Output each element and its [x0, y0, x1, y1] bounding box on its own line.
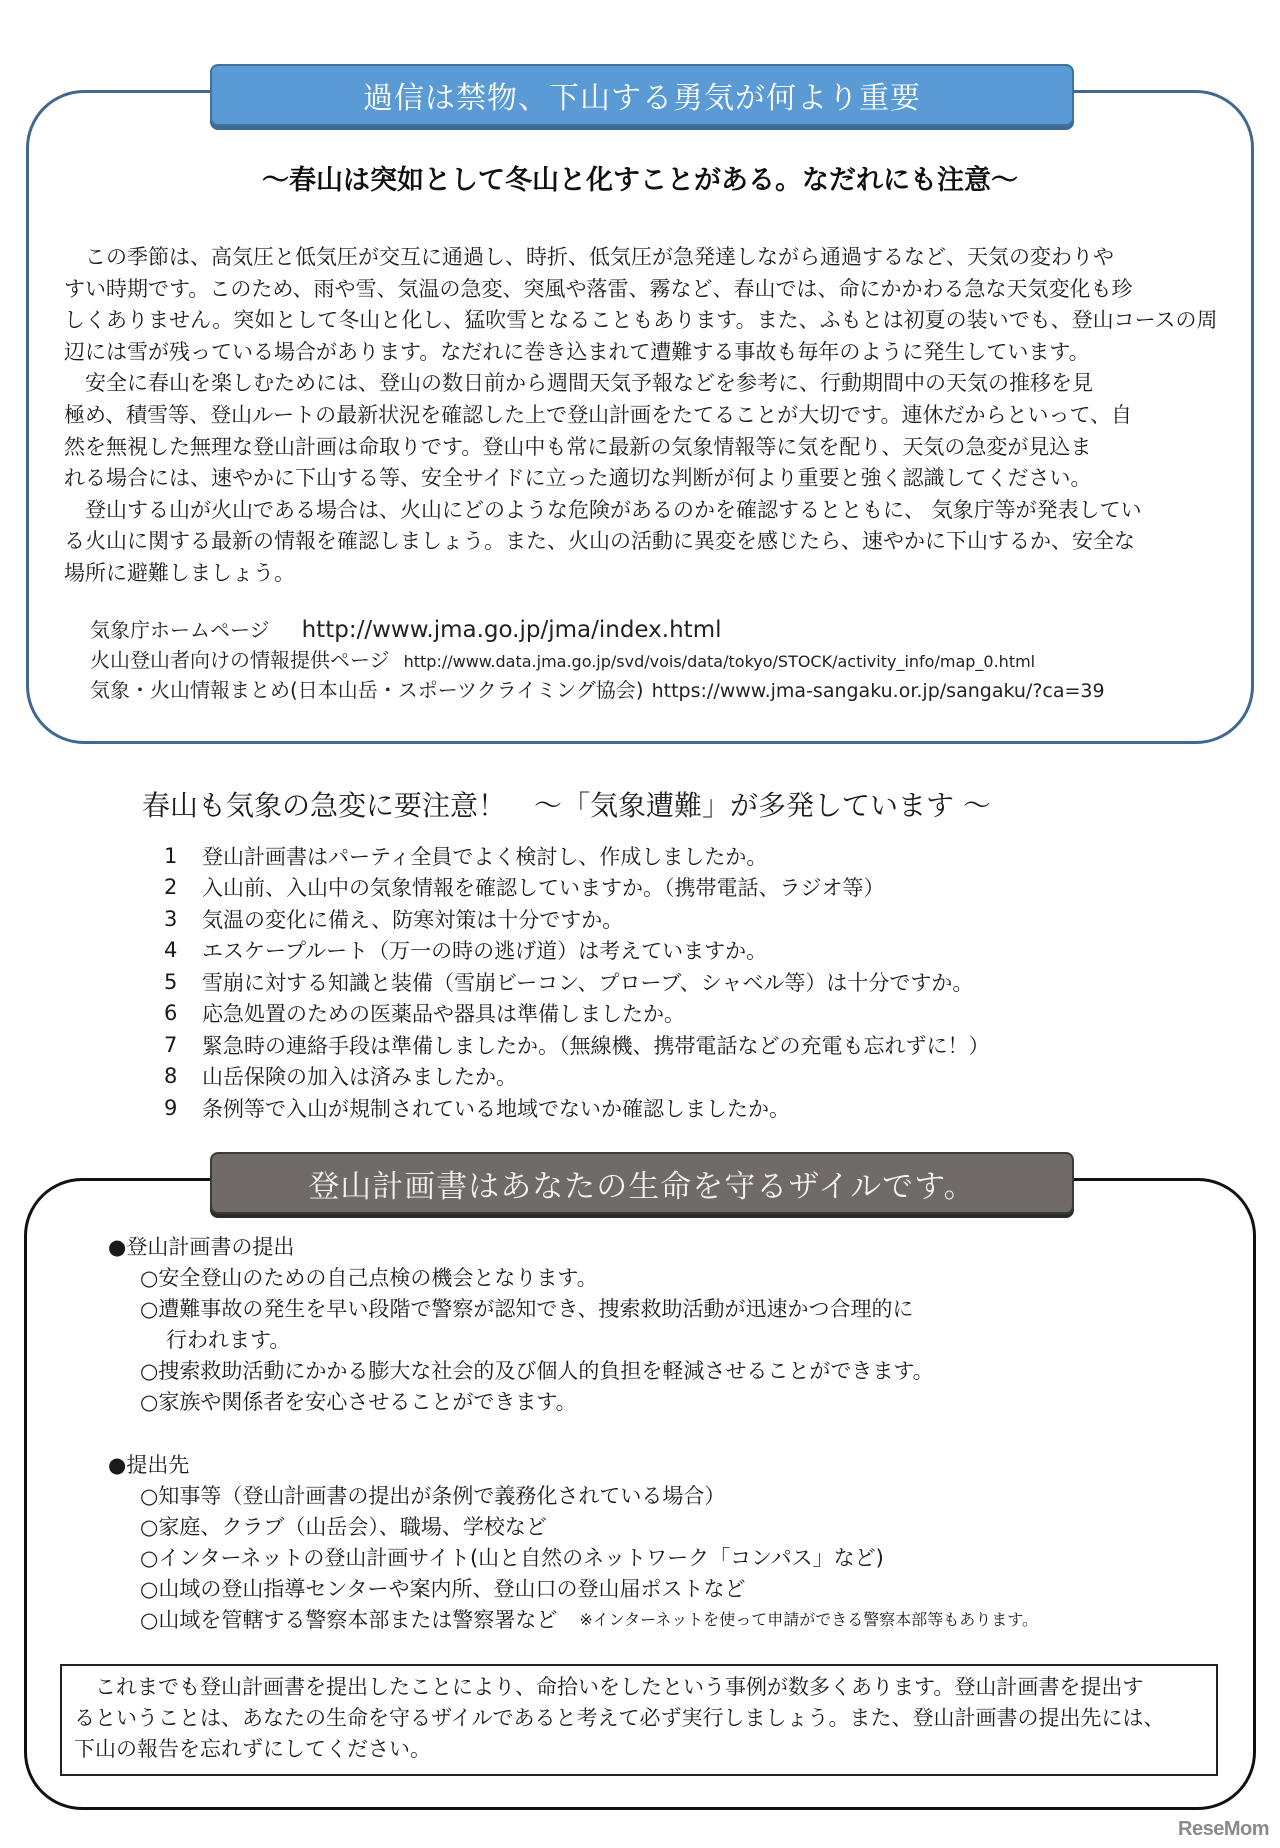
destinations-heading: ●提出先: [108, 1452, 190, 1477]
checklist-item: [164, 903, 990, 935]
item-text: 雪崩に対する知識と装備（雪崩ビーコン、プローブ、シャベル等）は十分ですか。: [202, 970, 974, 995]
item-text: 気温の変化に備え、防寒対策は十分ですか。: [202, 907, 624, 932]
link-url-sangaku[interactable]: https://www.jma-sangaku.or.jp/sangaku/?ca=39: [651, 680, 1105, 702]
link-row-jma: [90, 614, 1240, 644]
paragraph-line: 辺には雪が残っている場合があります。なだれに巻き込まれて遭難する事故も毎年のように発生しています。: [64, 339, 1090, 364]
link-row-volcano: [90, 644, 1240, 674]
notice-line: るということは、あなたの生命を守るザイルであると考えて必ず実行しましょう。また、登山計画書の提出先には、: [74, 1706, 1165, 1730]
paragraph-line: しくありません。突如として冬山と化し、猛吹雪となることもあります。また、ふもとは初夏の装いでも、登山コースの周: [64, 308, 1218, 333]
notice-line: 下山の報告を忘れずにしてください。: [74, 1737, 431, 1761]
paragraph-line: この季節は、高気圧と低気圧が交互に通過し、時折、低気圧が急発達しながら通過するなど、天気の変わりや: [64, 245, 1114, 269]
item-number: 7: [164, 1032, 178, 1057]
checklist-item: [164, 1061, 990, 1093]
item-number: 6: [164, 1001, 178, 1026]
destination-item: ○インターネットの登山計画サイト(山と自然のネットワーク「コンパス」など): [140, 1545, 884, 1570]
item-text: 登山計画書はパーティ全員でよく検討し、作成しましたか。: [202, 844, 768, 869]
link-url-jma[interactable]: http://www.jma.go.jp/jma/index.html: [301, 617, 722, 643]
paragraph-line: 極め、積雪等、登山ルートの最新状況を確認した上で登山計画をたてることが大切です。連休だからといって、自: [64, 402, 1133, 427]
item-number: 2: [164, 875, 178, 900]
section-banner-climbing-plan: 登山計画書はあなたの生命を守るザイルです。: [210, 1152, 1074, 1214]
link-url-volcano[interactable]: http://www.data.jma.go.jp/svd/vois/data/tokyo/STOCK/activity_info/map_0.html: [403, 652, 1036, 671]
item-number: 1: [164, 843, 178, 868]
submission-item: ○捜索救助活動にかかる膨大な社会的及び個人的負担を軽減させることができます。: [140, 1358, 934, 1383]
item-text: エスケープルート（万一の時の逃げ道）は考えていますか。: [202, 939, 768, 964]
destination-note: ※インターネットを使って申請ができる警察本部等もあります。: [579, 1610, 1039, 1629]
submission-item-continued: 行われます。: [166, 1327, 291, 1352]
submission-item: ○遭難事故の発生を早い段階で警察が認知でき、捜索救助活動が迅速かつ合理的に: [140, 1296, 914, 1321]
submission-item: ○安全登山のための自己点検の機会となります。: [140, 1265, 598, 1290]
paragraph-line: 安全に春山を楽しむためには、登山の数日前から週間天気予報などを参考に、行動期間中の天気の推移を見: [64, 371, 1093, 396]
link-label: 気象・火山情報まとめ(日本山岳・スポーツクライミング協会): [90, 678, 644, 702]
paragraph-line: 然を無視した無理な登山計画は命取りです。登山中も常に最新の気象情報等に気を配り、天気の急変が見込ま: [64, 434, 1092, 459]
notice-box: [60, 1664, 1218, 1776]
checklist-item: [164, 935, 990, 967]
resemom-logo: ReseMom: [1178, 1818, 1269, 1840]
destination-item: ○知事等（登山計画書の提出が条例で義務化されている場合）: [140, 1483, 726, 1508]
section-subtitle-spring-mountain: ～春山は突如として冬山と化すことがある。なだれにも注意～: [262, 165, 1018, 196]
reference-links: [90, 614, 1240, 704]
link-label: 火山登山者向けの情報提供ページ: [90, 648, 390, 672]
checklist-title: 春山も気象の急変に要注意！ ～「気象遭難」が多発しています ～: [142, 789, 991, 822]
paragraph-line: れる場合には、速やかに下山する等、安全サイドに立った適切な判断が何より重要と強く認識してください。: [64, 466, 1092, 491]
destination-item: [108, 1603, 1208, 1634]
checklist-item: [164, 1092, 990, 1124]
destination-item-text: ○山域を管轄する警察本部または警察署など: [140, 1607, 558, 1632]
item-text: 入山前、入山中の気象情報を確認していますか。（携帯電話、ラジオ等）: [202, 876, 885, 901]
item-number: 5: [164, 969, 178, 994]
destination-item: ○山域の登山指導センターや案内所、登山口の登山届ポストなど: [140, 1576, 746, 1601]
checklist-item: [164, 1029, 990, 1061]
item-text: 応急処置のための医薬品や器具は準備しましたか。: [202, 1002, 685, 1027]
destinations-section: [108, 1448, 1208, 1634]
section-banner-overconfidence: 過信は禁物、下山する勇気が何より重要: [210, 64, 1074, 126]
checklist-item: [164, 966, 990, 998]
item-text: 条例等で入山が規制されている地域でないか確認しましたか。: [202, 1096, 790, 1121]
item-text: 緊急時の連絡手段は準備しましたか。（無線機、携帯電話などの充電も忘れずに！）: [202, 1033, 990, 1058]
submission-item: ○家族や関係者を安心させることができます。: [140, 1389, 577, 1414]
submission-section: [108, 1230, 1208, 1416]
paragraph-line: る火山に関する最新の情報を確認しましょう。また、火山の活動に異変を感じたら、速やかに下山するか、安全な: [64, 529, 1135, 554]
item-number: 9: [164, 1095, 178, 1120]
checklist-item: [164, 998, 990, 1030]
item-text: 山岳保険の加入は済みましたか。: [202, 1065, 517, 1090]
item-number: 8: [164, 1064, 178, 1089]
item-number: 3: [164, 906, 178, 931]
checklist-item: [164, 872, 990, 904]
notice-line: これまでも登山計画書を提出したことにより、命拾いをしたという事例が数多くあります。登山計画書を提出す: [74, 1675, 1144, 1699]
paragraph-line: 登山する山が火山である場合は、火山にどのような危険があるのかを確認するとともに、 気象庁等が発表してい: [64, 497, 1142, 522]
paragraph-line: 場所に避難しましょう。: [64, 560, 295, 585]
checklist-item: [164, 840, 990, 872]
paragraph-weather-changes: [64, 242, 1224, 590]
link-row-sangaku: [90, 674, 1240, 704]
checklist: [164, 840, 990, 1124]
paragraph-line: すい時期です。このため、雨や雪、気温の急変、突風や落雷、霧など、春山では、命にかかわる急な天気変化も珍: [64, 276, 1133, 301]
link-label: 気象庁ホームページ: [90, 618, 270, 642]
destination-item: ○家庭、クラブ（山岳会）、職場、学校など: [140, 1514, 547, 1539]
submission-heading: ●登山計画書の提出: [108, 1234, 295, 1259]
item-number: 4: [164, 938, 178, 963]
